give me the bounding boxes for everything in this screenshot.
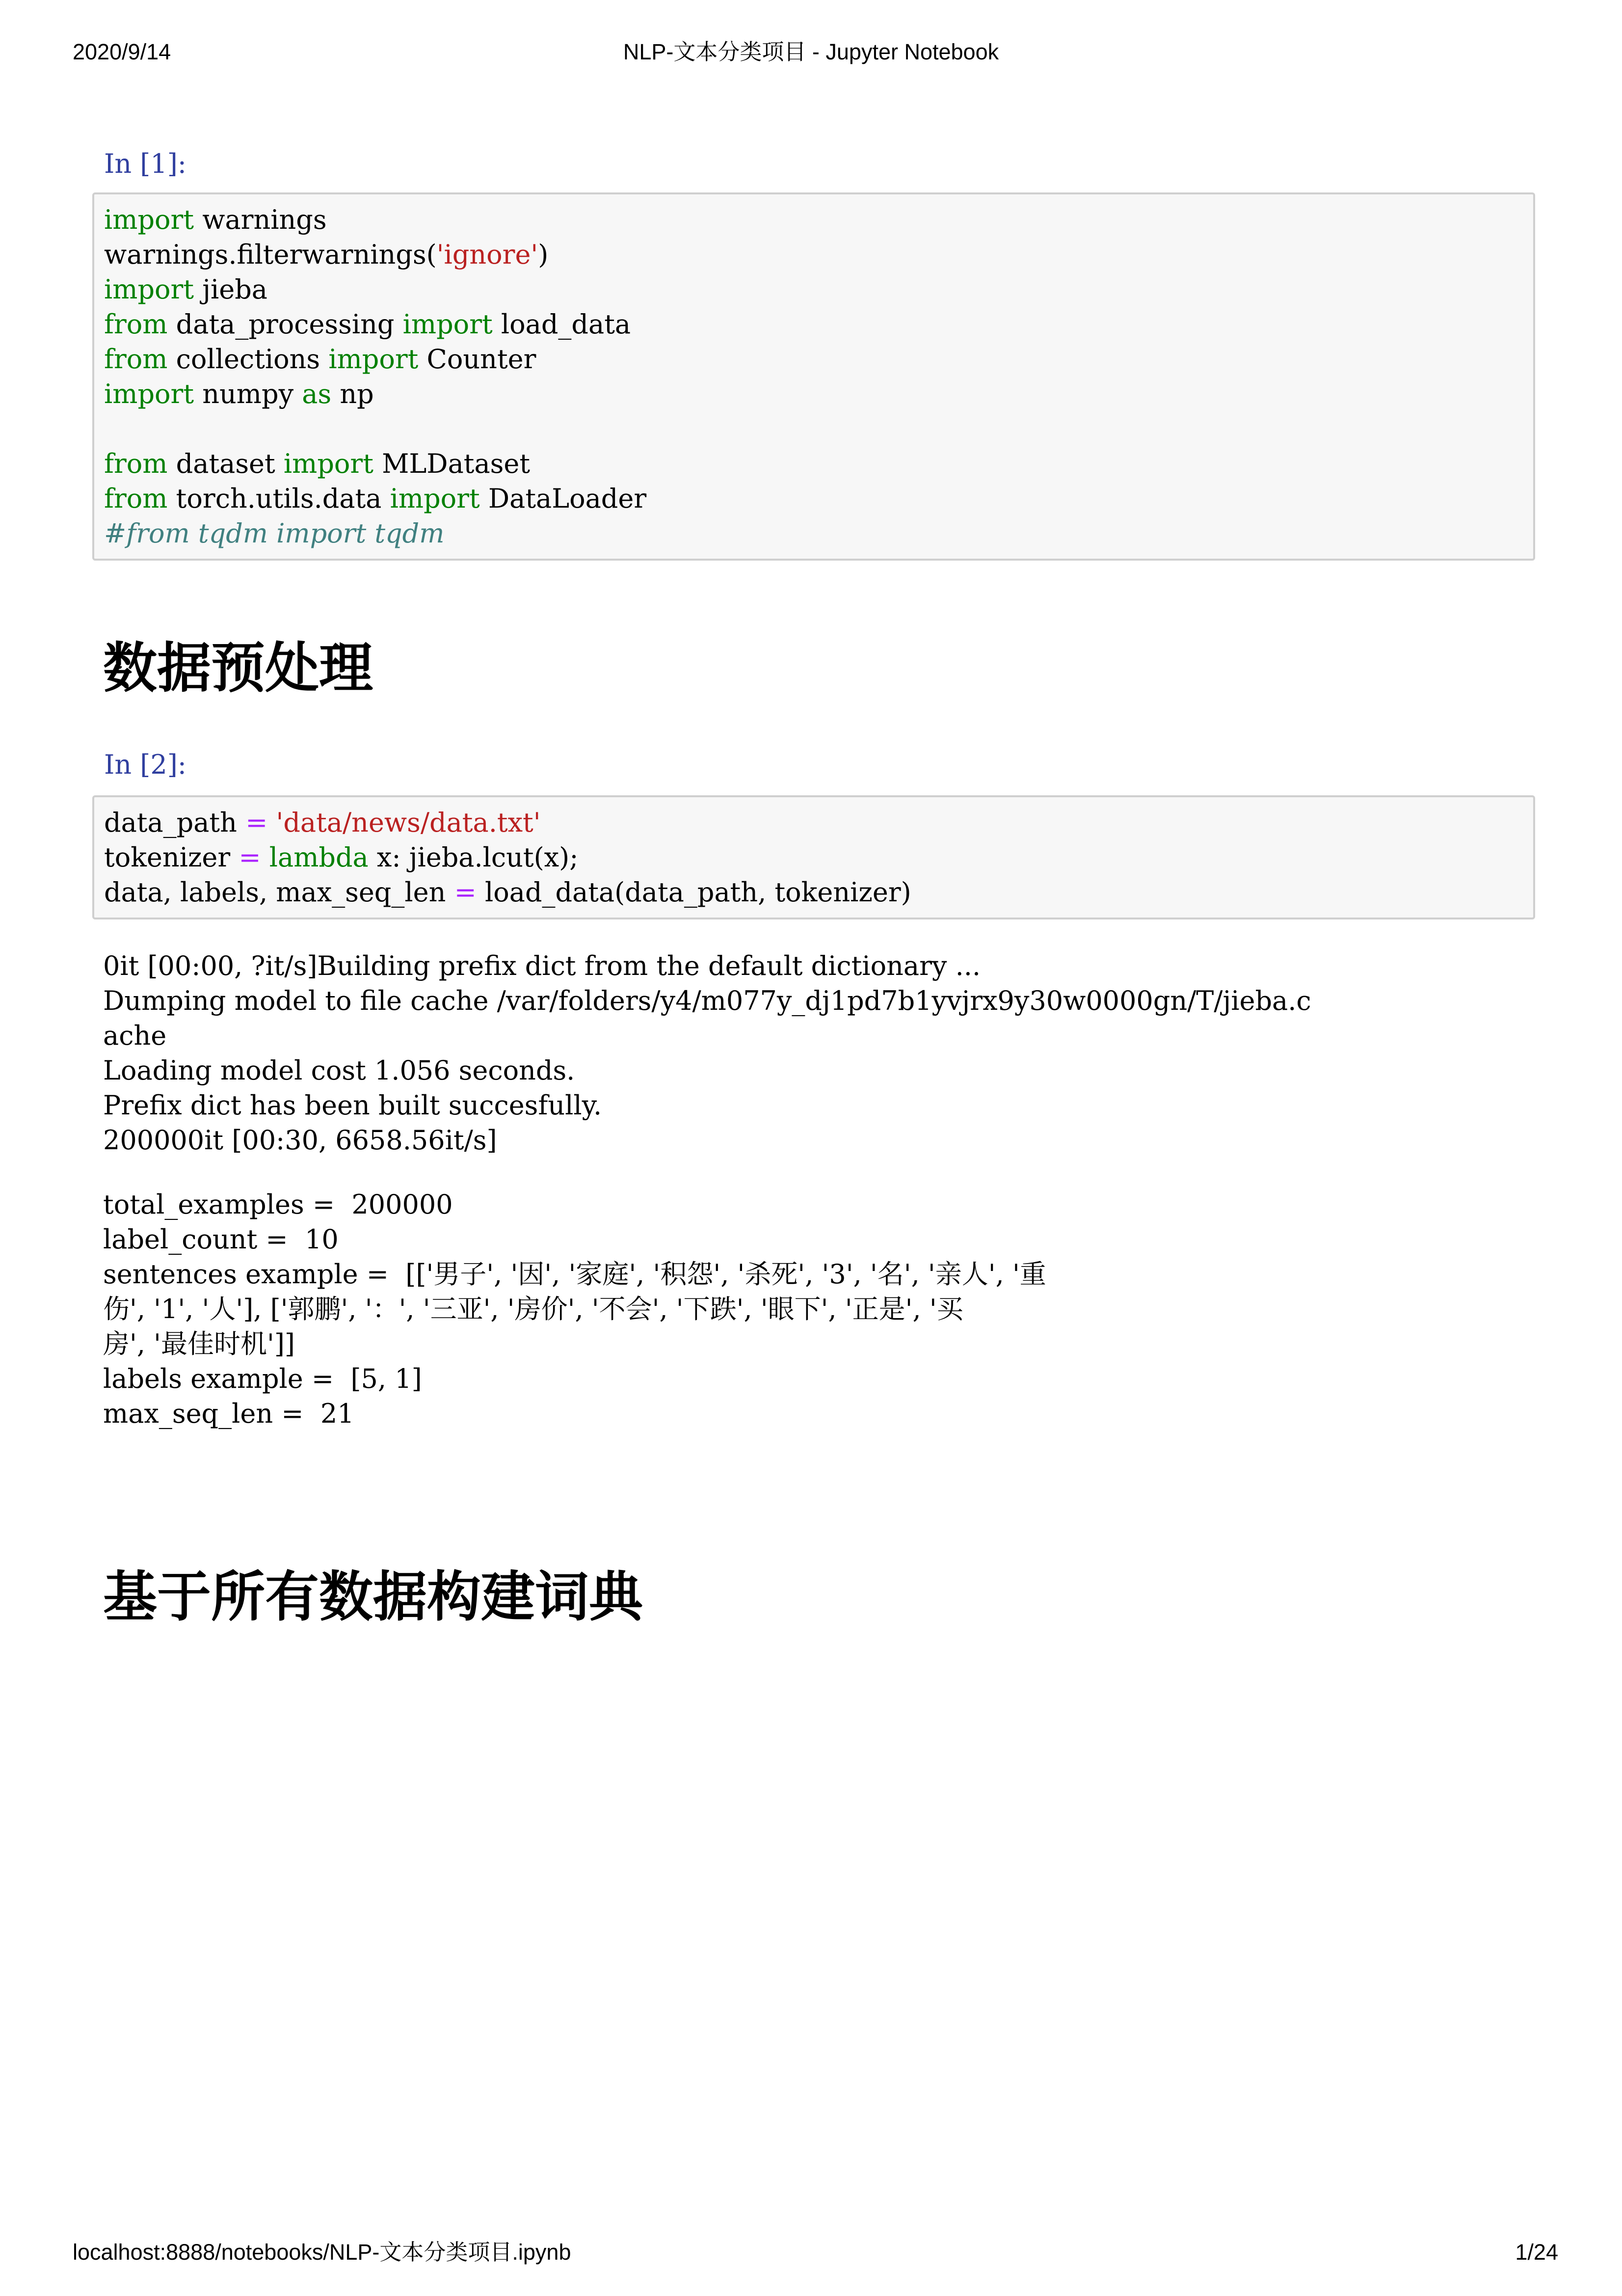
output-line: Dumping model to file cache /var/folders/y4/m077y_dj1pd7b1yvjrx9y30w0000gn/T/jieba.c <box>103 985 1311 1016</box>
page-number: 1/24 <box>1515 2240 1558 2265</box>
output-line: 200000it [00:30, 6658.56it/s] <box>103 1125 497 1156</box>
page-url: localhost:8888/notebooks/NLP-文本分类项目.ipynb <box>73 2240 571 2265</box>
code-cell-1-source[interactable] <box>104 202 1523 551</box>
output-line: sentences example = [['男子', '因', '家庭', '积怨', '杀死', '3', '名', '亲人', '重 <box>103 1259 1046 1290</box>
code-token: MLDataset <box>373 448 531 479</box>
code-token-op: = <box>239 842 261 873</box>
code-token: numpy <box>194 378 302 409</box>
code-cell-2[interactable] <box>92 795 1535 919</box>
code-token: DataLoader <box>479 483 647 514</box>
print-date: 2020/9/14 <box>73 39 171 64</box>
code-cell-1[interactable] <box>92 192 1535 561</box>
code-token-kw: import <box>283 448 373 479</box>
code-token-str: 'ignore' <box>436 239 538 270</box>
code-token: data, labels, max_seq_len <box>104 877 454 908</box>
output-line: max_seq_len = 21 <box>103 1398 354 1429</box>
cell-2-stdout-output <box>103 1187 1046 1431</box>
code-line <box>104 237 1523 272</box>
code-token-kw: lambda <box>269 842 369 873</box>
code-token-kw: from <box>104 448 168 479</box>
code-line <box>104 377 1523 411</box>
page-title: NLP-文本分类项目 - Jupyter Notebook <box>623 39 999 64</box>
code-token: np <box>331 378 374 409</box>
code-token-kw: import <box>402 309 493 340</box>
output-line: total_examples = 200000 <box>103 1189 453 1220</box>
code-token-op: = <box>245 807 268 838</box>
code-token: load_data <box>492 309 631 340</box>
code-token: data_processing <box>167 309 403 340</box>
code-token-kw: as <box>302 378 332 409</box>
output-line: Loading model cost 1.056 seconds. <box>103 1055 575 1086</box>
code-line <box>104 272 1523 307</box>
code-token-kw: import <box>104 378 194 409</box>
code-line <box>104 840 1523 875</box>
code-line <box>104 805 1523 840</box>
code-line <box>104 307 1523 342</box>
code-token-kw: import <box>104 274 194 305</box>
output-line: labels example = [5, 1] <box>103 1363 422 1394</box>
code-token: warnings <box>194 204 327 235</box>
output-line: 房', '最佳时机']] <box>103 1328 295 1359</box>
code-token: load_data(data_path, tokenizer) <box>476 877 911 908</box>
code-line <box>104 446 1523 481</box>
code-token-cm: #from tqdm import tqdm <box>104 518 445 549</box>
code-token: collections <box>167 344 329 375</box>
code-token-kw: import <box>328 344 419 375</box>
code-token: torch.utils.data <box>167 483 390 514</box>
code-token: jieba <box>194 274 267 305</box>
section-heading-build-vocabulary: 基于所有数据构建词典 <box>103 1566 643 1628</box>
code-token: data_path <box>104 807 246 838</box>
code-token <box>267 807 276 838</box>
code-cell-2-source[interactable] <box>104 805 1523 910</box>
code-line <box>104 202 1523 237</box>
code-token: x: jieba.lcut(x); <box>368 842 579 873</box>
code-token-kw: import <box>390 483 480 514</box>
code-token: tokenizer <box>104 842 239 873</box>
code-token: Counter <box>418 344 536 375</box>
output-line: 伤', '1', '人'], ['郭鹏', '：', '三亚', '房价', '不会', '下跌', '眼下', '正是', '买 <box>103 1294 963 1324</box>
output-line: label_count = 10 <box>103 1224 339 1255</box>
code-token-op: = <box>454 877 477 908</box>
code-line <box>104 875 1523 910</box>
cell-1-prompt: In [1]: <box>104 148 186 179</box>
code-token: warnings.filterwarnings( <box>104 239 437 270</box>
output-line: Prefix dict has been built succesfully. <box>103 1090 602 1121</box>
code-line <box>104 516 1523 551</box>
code-token-kw: import <box>104 204 194 235</box>
code-line <box>104 481 1523 516</box>
cell-2-prompt: In [2]: <box>104 749 186 780</box>
section-heading-data-preprocessing: 数据预处理 <box>103 637 373 700</box>
code-line <box>104 411 1523 446</box>
code-token-kw: from <box>104 483 168 514</box>
output-line: 0it [00:00, ?it/s]Building prefix dict from the default dictionary ... <box>103 950 981 981</box>
code-token-kw: from <box>104 309 168 340</box>
code-line <box>104 342 1523 377</box>
output-line: ache <box>103 1020 167 1051</box>
code-token <box>261 842 269 873</box>
code-token-str: 'data/news/data.txt' <box>276 807 541 838</box>
code-token: dataset <box>167 448 284 479</box>
cell-2-stderr-output <box>103 948 1311 1158</box>
code-token-kw: from <box>104 344 168 375</box>
code-token: ) <box>538 239 549 270</box>
